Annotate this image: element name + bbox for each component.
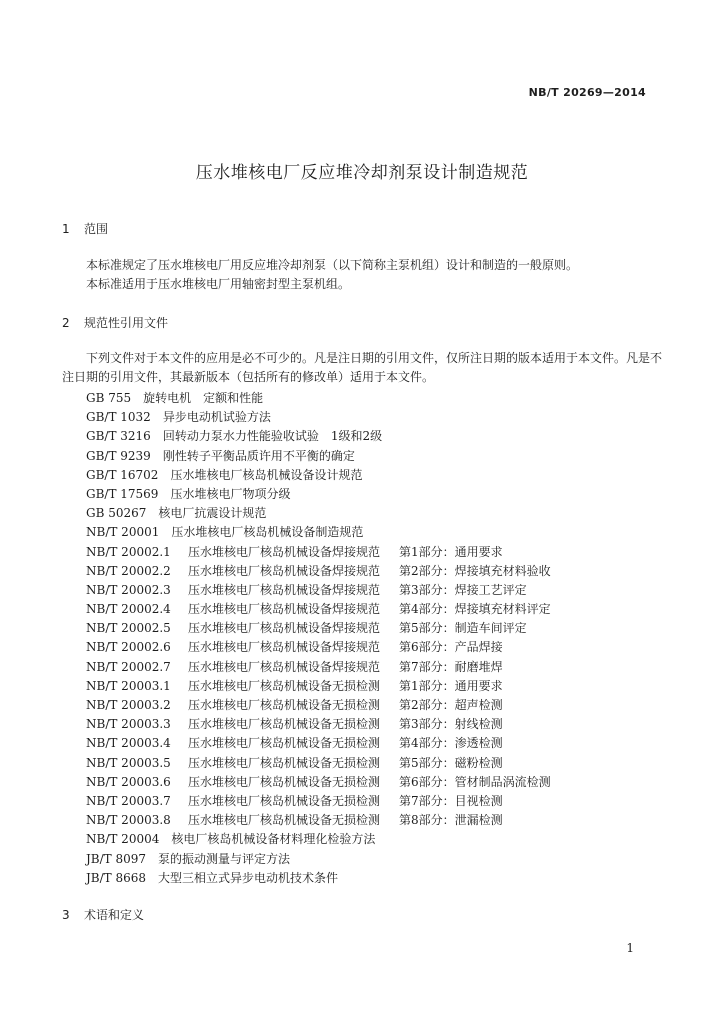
reference-code: NB/T 20003.2 xyxy=(86,698,171,712)
section-2-heading xyxy=(62,314,168,331)
reference-code: GB/T 3216 xyxy=(86,429,151,444)
reference-title: 压水堆核电厂核岛机械设备焊接规范 xyxy=(188,621,381,636)
reference-item xyxy=(86,408,382,427)
reference-title: 压水堆核电厂核岛机械设备制造规范 xyxy=(171,525,364,540)
section-number: 1 xyxy=(62,222,70,236)
reference-part: 第6部分：管材制品涡流检测 xyxy=(399,774,551,789)
reference-part: 第5部分：磁粉检测 xyxy=(399,755,503,770)
reference-code: GB 755 xyxy=(86,391,132,405)
reference-code: NB/T 20004 xyxy=(86,832,160,847)
reference-title: 压水堆核电厂核岛机械设备焊接规范 xyxy=(188,640,381,655)
reference-code: NB/T 20002.6 xyxy=(86,640,171,655)
section-title: 规范性引用文件 xyxy=(84,316,169,330)
reference-code: GB/T 17569 xyxy=(86,486,159,501)
reference-title: 压水堆核电厂核岛机械设备焊接规范 xyxy=(188,563,381,578)
reference-item xyxy=(86,389,382,408)
reference-code: NB/T 20003.7 xyxy=(86,793,171,808)
document-title: 压水堆核电厂反应堆冷却剂泵设计制造规范 xyxy=(195,163,529,183)
reference-code: NB/T 20002.1 xyxy=(86,544,171,559)
reference-title: 核电厂核岛机械设备材料理化检验方法 xyxy=(171,832,376,847)
reference-title: 压水堆核电厂核岛机械设备无损检测 xyxy=(188,698,381,712)
reference-code: NB/T 20002.7 xyxy=(86,659,171,674)
reference-title: 压水堆核电厂核岛机械设备无损检测 xyxy=(188,717,381,732)
reference-title: 压水堆核电厂核岛机械设备焊接规范 xyxy=(188,544,381,559)
reference-item xyxy=(86,869,382,888)
reference-part: 第7部分：耐磨堆焊 xyxy=(399,659,503,674)
reference-item xyxy=(86,773,551,792)
reference-title: 回转动力泵水力性能验收试验 1级和2级 xyxy=(162,429,383,444)
reference-part: 第1部分：通用要求 xyxy=(399,544,503,559)
reference-code: NB/T 20002.5 xyxy=(86,621,171,636)
reference-part: 第5部分：制造车间评定 xyxy=(399,621,527,636)
reference-code: NB/T 20003.6 xyxy=(86,774,171,789)
reference-item xyxy=(86,830,382,849)
reference-code: NB/T 20003.3 xyxy=(86,717,171,732)
reference-item xyxy=(86,466,382,485)
reference-title: 压水堆核电厂核岛机械设备焊接规范 xyxy=(188,582,381,597)
reference-part: 第4部分：渗透检测 xyxy=(399,736,503,751)
section-1-heading xyxy=(62,220,108,237)
reference-code: NB/T 20002.2 xyxy=(86,563,171,578)
reference-title: 压水堆核电厂物项分级 xyxy=(170,486,291,501)
reference-part: 第2部分：焊接填充材料验收 xyxy=(399,563,551,578)
reference-item xyxy=(86,792,503,811)
reference-title: 刚性转子平衡品质许用不平衡的确定 xyxy=(162,448,355,463)
reference-title: 大型三相立式异步电动机技术条件 xyxy=(158,870,339,885)
reference-code: NB/T 20003.5 xyxy=(86,755,171,770)
reference-title: 异步电动机试验方法 xyxy=(162,410,271,425)
reference-title: 压水堆核电厂核岛机械设备无损检测 xyxy=(188,774,381,789)
reference-item xyxy=(86,696,503,715)
reference-item xyxy=(86,677,503,696)
reference-item xyxy=(86,523,382,542)
reference-item xyxy=(86,658,503,677)
section-title: 术语和定义 xyxy=(84,908,145,922)
reference-title: 压水堆核电厂核岛机械设备焊接规范 xyxy=(188,659,381,674)
paragraph: 本标准规定了压水堆核电厂用反应堆冷却剂泵（以下简称主泵机组）设计和制造的一般原则。 xyxy=(86,258,579,272)
reference-title: 压水堆核电厂核岛机械设备无损检测 xyxy=(188,813,381,828)
section-1-body xyxy=(62,256,662,294)
reference-code: GB 50267 xyxy=(86,506,147,521)
reference-title: 压水堆核电厂核岛机械设备无损检测 xyxy=(188,736,381,751)
reference-code: JB/T 8097 xyxy=(86,851,147,866)
reference-item xyxy=(86,543,503,562)
reference-title: 压水堆核电厂核岛机械设备无损检测 xyxy=(188,755,381,770)
reference-code: NB/T 20003.1 xyxy=(86,678,171,693)
reference-code: GB/T 1032 xyxy=(86,410,151,425)
standard-number: NB/T 20269—2014 xyxy=(528,86,646,99)
reference-part: 第3部分：焊接工艺评定 xyxy=(399,582,527,597)
reference-item xyxy=(86,811,503,830)
section-number: 2 xyxy=(62,316,70,330)
reference-code: NB/T 20003.4 xyxy=(86,736,171,751)
reference-part: 第8部分：泄漏检测 xyxy=(399,813,503,828)
reference-part: 第3部分：射线检测 xyxy=(399,717,503,732)
reference-item xyxy=(86,638,503,657)
reference-code: NB/T 20002.3 xyxy=(86,582,171,597)
reference-code: NB/T 20001 xyxy=(86,525,160,540)
reference-title: 压水堆核电厂核岛机械设备焊接规范 xyxy=(188,602,381,617)
reference-item xyxy=(86,485,382,504)
reference-part: 第1部分：通用要求 xyxy=(399,678,503,693)
section-title: 范围 xyxy=(84,222,109,236)
page-number: 1 xyxy=(626,941,634,955)
reference-item xyxy=(86,581,527,600)
reference-title: 泵的振动测量与评定方法 xyxy=(158,851,291,866)
reference-code: JB/T 8668 xyxy=(86,870,147,885)
reference-code: GB/T 16702 xyxy=(86,467,159,482)
reference-title: 压水堆核电厂核岛机械设备无损检测 xyxy=(188,678,381,693)
reference-part: 第6部分：产品焊接 xyxy=(399,640,503,655)
section-3-heading xyxy=(62,906,144,923)
reference-item xyxy=(86,754,503,773)
reference-title: 核电厂抗震设计规范 xyxy=(158,506,267,521)
reference-item xyxy=(86,447,382,466)
section-number: 3 xyxy=(62,908,70,922)
reference-item xyxy=(86,715,503,734)
reference-part: 第2部分：超声检测 xyxy=(399,698,503,712)
reference-list xyxy=(86,389,551,888)
section-2-intro xyxy=(62,349,662,387)
reference-part: 第7部分：目视检测 xyxy=(399,793,503,808)
reference-code: NB/T 20003.8 xyxy=(86,813,171,828)
reference-title: 旋转电机 定额和性能 xyxy=(143,391,264,405)
reference-item xyxy=(86,427,382,446)
reference-code: GB/T 9239 xyxy=(86,448,151,463)
reference-item xyxy=(86,504,382,523)
paragraph: 本标准适用于压水堆核电厂用轴密封型主泵机组。 xyxy=(86,277,351,291)
reference-code: NB/T 20002.4 xyxy=(86,602,171,617)
reference-item xyxy=(86,619,527,638)
paragraph: 下列文件对于本文件的应用是必不可少的。凡是注日期的引用文件，仅所注日期的版本适用于本文件。凡是不注日期的引用文件，其最新版本（包括所有的修改单）适用于本文件。 xyxy=(62,351,663,384)
reference-part: 第4部分：焊接填充材料评定 xyxy=(399,602,551,617)
reference-title: 压水堆核电厂核岛机械设备无损检测 xyxy=(188,793,381,808)
reference-title: 压水堆核电厂核岛机械设备设计规范 xyxy=(170,467,363,482)
reference-item xyxy=(86,734,503,753)
reference-item xyxy=(86,850,382,869)
reference-item xyxy=(86,562,551,581)
reference-item xyxy=(86,600,551,619)
